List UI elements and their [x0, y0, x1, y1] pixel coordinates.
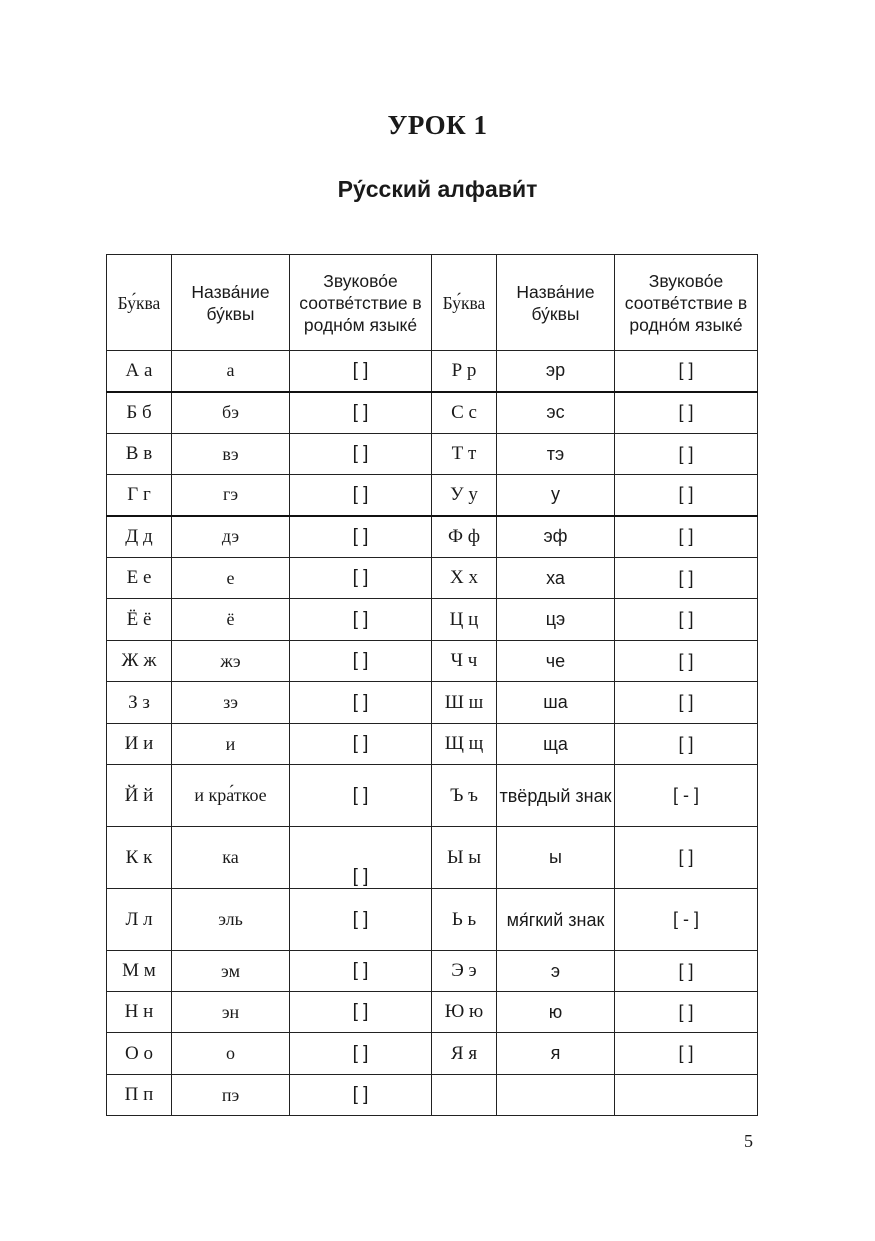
table-row	[107, 351, 758, 392]
letter-cell: Г г	[107, 475, 172, 516]
letter-cell: Ю ю	[432, 992, 497, 1033]
table-row	[107, 558, 758, 599]
letter-cell: К к	[107, 827, 172, 889]
sound-cell: [ ]	[615, 827, 758, 889]
table-row	[107, 724, 758, 765]
letter-name-cell: цэ	[497, 599, 615, 641]
letter-cell: Ц ц	[432, 599, 497, 641]
column-header-sound: Звуково́е соотве́тствие в родно́м языке́	[290, 255, 432, 351]
letter-cell: Ш ш	[432, 682, 497, 724]
letter-cell: Н н	[107, 992, 172, 1033]
table-row	[107, 992, 758, 1033]
letter-name-cell: вэ	[172, 434, 290, 475]
sound-cell: [ ]	[615, 724, 758, 765]
letter-cell: Ж ж	[107, 641, 172, 682]
letter-name-cell: эр	[497, 351, 615, 392]
table-row	[107, 475, 758, 516]
sound-cell: [ ]	[290, 558, 432, 599]
letter-name-cell: и кра́ткое	[172, 765, 290, 827]
sound-cell: [ ]	[290, 827, 432, 889]
letter-name-cell: тэ	[497, 434, 615, 475]
sound-cell: [ ]	[290, 434, 432, 475]
sound-cell: [ ]	[615, 682, 758, 724]
letter-cell: Е е	[107, 558, 172, 599]
letter-name-cell: э	[497, 951, 615, 992]
table-header-row	[107, 255, 758, 351]
letter-cell: Ч ч	[432, 641, 497, 682]
letter-cell: Щ щ	[432, 724, 497, 765]
letter-name-cell: о	[172, 1033, 290, 1075]
letter-cell: Ф ф	[432, 516, 497, 558]
letter-cell: Л л	[107, 889, 172, 951]
letter-name-cell: ы	[497, 827, 615, 889]
sound-cell: [ ]	[290, 1033, 432, 1075]
letter-name-cell: пэ	[172, 1075, 290, 1116]
letter-cell: И и	[107, 724, 172, 765]
letter-cell: П п	[107, 1075, 172, 1116]
letter-name-cell: эс	[497, 392, 615, 434]
letter-name-cell: жэ	[172, 641, 290, 682]
sound-cell: [ ]	[290, 992, 432, 1033]
letter-cell: М м	[107, 951, 172, 992]
sound-cell: [ ]	[615, 392, 758, 434]
letter-cell: Э э	[432, 951, 497, 992]
sound-cell: [ ]	[290, 351, 432, 392]
sound-cell: [ ]	[290, 724, 432, 765]
letter-name-cell: ха	[497, 558, 615, 599]
sound-cell	[615, 1075, 758, 1116]
letter-cell: Ё ё	[107, 599, 172, 641]
table-row	[107, 765, 758, 827]
lesson-title: УРОК 1	[387, 110, 488, 140]
letter-name-cell: е	[172, 558, 290, 599]
letter-name-cell: ща	[497, 724, 615, 765]
letter-cell: А а	[107, 351, 172, 392]
sound-cell: [ ]	[290, 392, 432, 434]
sound-cell: [ ]	[290, 641, 432, 682]
letter-name-cell: ю	[497, 992, 615, 1033]
table-row	[107, 827, 758, 889]
sound-cell: [ ]	[290, 475, 432, 516]
column-header-letter: Бу́ква	[107, 255, 172, 351]
letter-cell: Й й	[107, 765, 172, 827]
letter-cell: О о	[107, 1033, 172, 1075]
sound-cell: [ ]	[615, 992, 758, 1033]
sound-cell: [ - ]	[615, 765, 758, 827]
sound-cell: [ ]	[290, 516, 432, 558]
letter-cell: Р р	[432, 351, 497, 392]
letter-name-cell: ша	[497, 682, 615, 724]
sound-cell: [ ]	[290, 599, 432, 641]
letter-name-cell	[497, 1075, 615, 1116]
letter-cell: Х х	[432, 558, 497, 599]
letter-name-cell: эм	[172, 951, 290, 992]
sound-cell: [ ]	[615, 558, 758, 599]
column-header-letter: Бу́ква	[432, 255, 497, 351]
letter-cell: Ъ ъ	[432, 765, 497, 827]
column-header-sound: Звуково́е соотве́тствие в родно́м языке́	[615, 255, 758, 351]
page-number: 5	[744, 1131, 753, 1151]
sound-cell: [ ]	[290, 1075, 432, 1116]
table-row	[107, 516, 758, 558]
letter-cell: Б б	[107, 392, 172, 434]
letter-cell: Я я	[432, 1033, 497, 1075]
sound-cell: [ ]	[615, 475, 758, 516]
table-row	[107, 951, 758, 992]
letter-name-cell: ё	[172, 599, 290, 641]
sound-cell: [ ]	[290, 682, 432, 724]
letter-name-cell: эн	[172, 992, 290, 1033]
table-row	[107, 889, 758, 951]
sound-cell: [ ]	[615, 951, 758, 992]
sound-cell: [ ]	[615, 599, 758, 641]
sound-cell: [ ]	[290, 765, 432, 827]
table-row	[107, 434, 758, 475]
column-header-letter-name: Назва́ние бу́квы	[497, 255, 615, 351]
table-row	[107, 682, 758, 724]
letter-name-cell: у	[497, 475, 615, 516]
sound-cell: [ ]	[290, 951, 432, 992]
letter-name-cell: и	[172, 724, 290, 765]
letter-name-cell: ка	[172, 827, 290, 889]
table-row	[107, 392, 758, 434]
table-row	[107, 1075, 758, 1116]
letter-name-cell: зэ	[172, 682, 290, 724]
letter-cell: Ь ь	[432, 889, 497, 951]
sound-cell: [ ]	[615, 641, 758, 682]
letter-name-cell: че	[497, 641, 615, 682]
table-row	[107, 599, 758, 641]
letter-name-cell: эф	[497, 516, 615, 558]
letter-name-cell: твёрдый знак	[497, 765, 615, 827]
letter-name-cell: дэ	[172, 516, 290, 558]
sound-cell: [ ]	[290, 889, 432, 951]
letter-name-cell: я	[497, 1033, 615, 1075]
letter-cell	[432, 1075, 497, 1116]
column-header-letter-name: Назва́ние бу́квы	[172, 255, 290, 351]
table-row	[107, 641, 758, 682]
letter-cell: С с	[432, 392, 497, 434]
letter-cell: Т т	[432, 434, 497, 475]
table-row	[107, 1033, 758, 1075]
sound-cell: [ ]	[615, 1033, 758, 1075]
letter-name-cell: бэ	[172, 392, 290, 434]
letter-name-cell: а	[172, 351, 290, 392]
letter-name-cell: мя́гкий знак	[497, 889, 615, 951]
letter-name-cell: эль	[172, 889, 290, 951]
sound-cell: [ ]	[615, 434, 758, 475]
letter-cell: З з	[107, 682, 172, 724]
letter-cell: В в	[107, 434, 172, 475]
page-title: Ру́сский алфави́т	[337, 176, 538, 202]
letter-cell: У у	[432, 475, 497, 516]
letter-name-cell: гэ	[172, 475, 290, 516]
sound-cell: [ ]	[615, 351, 758, 392]
letter-cell: Ы ы	[432, 827, 497, 889]
sound-cell: [ - ]	[615, 889, 758, 951]
sound-cell: [ ]	[615, 516, 758, 558]
letter-cell: Д д	[107, 516, 172, 558]
alphabet-table	[106, 254, 758, 1116]
